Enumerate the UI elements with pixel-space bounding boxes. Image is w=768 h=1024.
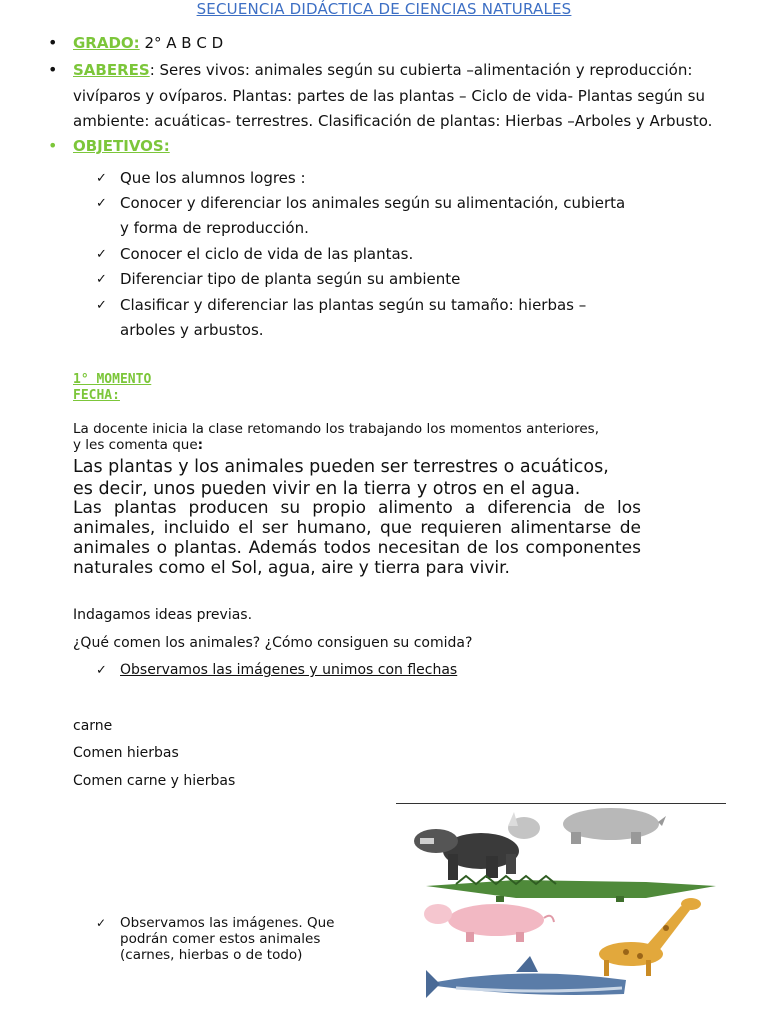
- giraffe-image: [599, 898, 701, 976]
- animals-illustration: [396, 806, 736, 1006]
- rhino-image: [508, 808, 666, 844]
- opcion-carne-hierbas: Comen carne y hierbas: [73, 773, 236, 789]
- saberes-label: SABERES: [73, 61, 150, 79]
- fecha-heading: FECHA:: [73, 388, 120, 403]
- opcion-hierbas: Comen hierbas: [73, 745, 179, 761]
- bullet-icon: •: [48, 60, 58, 79]
- check-icon: ✓: [96, 298, 107, 313]
- big-text-line2: es decir, unos pueden vivir en la tierra y otros en el agua.: [73, 479, 581, 499]
- check-icon: ✓: [96, 916, 107, 930]
- document-title: SECUENCIA DIDÁCTICA DE CIENCIAS NATURALES: [196, 0, 572, 18]
- big-text-line1: Las plantas y los animales pueden ser terrestres o acuáticos,: [73, 457, 609, 477]
- opcion-carne: carne: [73, 718, 113, 734]
- crocodile-image: [426, 876, 716, 902]
- bullet-icon: •: [48, 33, 58, 52]
- check-icon: ✓: [96, 196, 107, 211]
- saberes-line2: vivíparos y ovíparos. Plantas: partes de las plantas – Ciclo de vida- Plantas según su: [73, 87, 706, 105]
- grado-value: 2° A B C D: [139, 34, 224, 52]
- bullet-icon: •: [48, 136, 58, 155]
- gorilla-image: [414, 829, 519, 880]
- grado-label: GRADO:: [73, 34, 140, 52]
- check-icon: ✓: [96, 247, 107, 262]
- saberes-line3: ambiente: acuáticas- terrestres. Clasificación de plantas: Hierbas –Arboles y Arbusto.: [73, 112, 713, 130]
- saberes-line1: : Seres vivos: animales según su cubierta –alimentación y reproducción:: [149, 61, 693, 79]
- indagamos-text: Indagamos ideas previas.: [73, 607, 253, 623]
- intro-line1: La docente inicia la clase retomando los trabajando los momentos anteriores,: [73, 421, 599, 437]
- big-paragraph: Las plantas producen su propio alimento a diferencia de los animales, incluido el ser humano, que requieren alimentarse de animales o plantas. Además todos necesitan de los componentes naturales como el Sol, agua, aire y tierra para vivir.: [73, 498, 641, 578]
- objetivos-label: OBJETIVOS:: [73, 137, 170, 155]
- shark-image: [426, 956, 626, 998]
- check-icon: ✓: [96, 663, 107, 678]
- check-icon: ✓: [96, 171, 107, 186]
- momento-heading: 1° MOMENTO: [73, 372, 152, 387]
- divider-line: [396, 803, 726, 804]
- preguntas-text: ¿Qué comen los animales? ¿Cómo consiguen su comida?: [73, 635, 473, 651]
- intro-line2: y les comenta que:: [73, 437, 204, 453]
- pig-image: [424, 904, 554, 942]
- check-icon: ✓: [96, 272, 107, 287]
